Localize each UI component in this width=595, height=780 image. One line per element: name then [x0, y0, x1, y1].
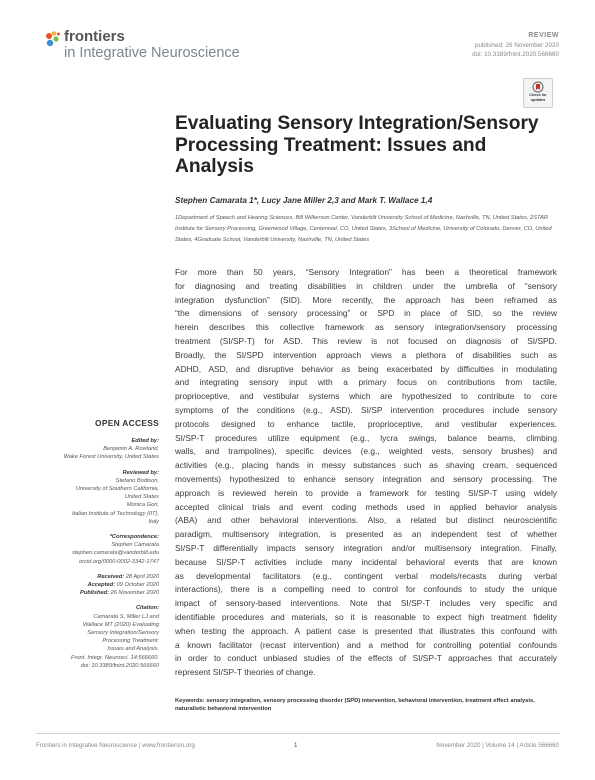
footer-divider [36, 733, 560, 734]
keywords [175, 697, 561, 714]
bookmark-refresh-icon [532, 81, 544, 93]
abstract-line: SI/SP-T procedures utilize equipment (e.g., lycra swings, balance beams, climbing [175, 432, 557, 443]
abstract-line: represent SI/SP-T theories of change. [175, 667, 316, 678]
abstract-line: for diagnosing and treating disabilities in children under the umbrella of “sensory [175, 280, 557, 291]
doi[interactable]: doi: 10.3389/fnint.2020.566660 [472, 51, 559, 58]
reviewed-by-label: Reviewed by: [122, 469, 159, 476]
reviewer-line: University of Southern California, [75, 486, 159, 493]
abstract-line: (ABA) and other behavioral interventions. Also, a related but distinct neuroscientific [175, 515, 557, 526]
abstract-line: ADHD, ASD, and disruptive behavior as being exacerbated by difficulties in modulating [175, 363, 557, 374]
journal-name-top: frontiers [64, 28, 125, 45]
abstract-line: identifiable procedures and materials, so it is reasonable to expect high treatment fidelity [175, 611, 557, 622]
article-sidebar [40, 418, 159, 677]
check-for-updates-label: Check for updates [529, 93, 547, 102]
article-title: Evaluating Sensory Integration/Sensory Processing Treatment: Issues and Analysis [175, 113, 539, 177]
abstract-line: activities (e.g., placing hands in messy substances such as shaving cream, sequenced [175, 460, 557, 471]
edited-by-label: Edited by: [131, 438, 159, 444]
page-number: 1 [294, 742, 298, 749]
reviewer-line: Stefano Bodison, [115, 477, 159, 484]
reviewer-line: Monica Gori, [126, 502, 159, 509]
abstract-line: walls, and trampolines), specific devices (e.g., weighted vests, sensory brushes) and [175, 446, 557, 457]
abstract-line: For more than 50 years, “Sensory Integration” has been a theoretical framework [175, 267, 557, 277]
abstract-line: and integrating sensory input with a primary focus on contributions from tactile, [175, 377, 557, 388]
abstract-line: symptoms of the conditions (e.g., ASD). SI/SP intervention procedures include sensory [175, 404, 557, 415]
citation-block [40, 604, 159, 670]
abstract-line: SI/SP-T differentially impacts sensory integration and/or multisensory integration. Finally, [175, 542, 557, 553]
correspondence-name: Stephen Camarata [111, 542, 159, 549]
correspondence-email[interactable]: stephen.camarata@vanderbilt.edu [71, 550, 159, 557]
footer-issue: November 2020 | Volume 14 | Article 566660 [436, 742, 559, 749]
abstract-line: a known facilitator (recast intervention) and a method for controlling potential confounds [175, 639, 557, 650]
keywords-label: Keywords: [175, 698, 205, 704]
abstract-line: herein describes this collective framework as sensory integration/sensory processing [175, 322, 557, 333]
reviewed-by-block [40, 469, 159, 526]
abstract-line: paradigm, multisensory integration, is presented as an independent test of whether [175, 529, 557, 540]
editor-name: Benjamin A. Rowland, [103, 446, 159, 453]
citation-line: Processing Treatment: [102, 638, 159, 645]
article-type: REVIEW [528, 32, 559, 39]
citation-line: Front. Integr. Neurosci. 14:566660. [71, 654, 159, 661]
abstract-line: movements) hypothesized to enhance sensory integration and sensory processing. The [175, 473, 557, 484]
edited-by-block [40, 437, 159, 462]
abstract [175, 266, 557, 680]
reviewer-line: United States [124, 494, 159, 501]
reviewer-line: Italy [148, 518, 159, 525]
abstract-line: accepted clinical trials and event coding methods used in applied behavior analysis [175, 501, 557, 512]
author-list: Stephen Camarata 1*, Lucy Jane Miller 2,3 and Mark T. Wallace 1,4 [175, 196, 433, 205]
keywords-list: sensory integration, sensory processing disorder (SPD) intervention, behavioral intervention, treatment effect analysis, naturalistic behavioral intervention [175, 698, 535, 713]
abstract-line: protocols designed to enhance tactile, proprioceptive, and vestibular experiences. [175, 418, 557, 429]
abstract-line: interactions), there is a compelling need to control for confounds to study the unique [175, 584, 557, 595]
affiliations: 1Department of Speech and Hearing Sciences, Bill Wilkerson Center, Vanderbilt University School of Medicine, Nashville, TN, United States, 2STAR Institute for Sensory Processing, Greenwood Village, Centennial, CO, United States, 3School of Medicine, University of Colorado, Denver, CO, United States, 4Graduate School, Vanderbilt University, Nashville, TN, United States [175, 215, 552, 243]
accepted-date: Accepted: 09 October 2020 [87, 582, 159, 589]
footer-journal[interactable]: Frontiers in Integrative Neuroscience | www.frontiersin.org [36, 742, 195, 749]
editor-affiliation: Wake Forest University, United States [63, 454, 159, 461]
journal-name-bottom: in Integrative Neuroscience [64, 45, 240, 61]
citation-line: Sensory Integration/Sensory [87, 630, 159, 637]
abstract-line: “the dimensions of sensory processing” or SPD in place of SID, so the review [175, 308, 557, 319]
abstract-line: treatment (SI/SP-T) for ASD. This review is not focused on diagnosis of SI/SPD. [175, 335, 557, 346]
citation-doi[interactable]: doi: 10.3389/fnint.2020.566660 [80, 662, 159, 669]
published-date-sidebar: Published: 26 November 2020 [79, 590, 159, 597]
abstract-line: Broadly, the SI/SPD intervention approach views a plethora of disabilities such as [175, 349, 557, 360]
correspondence-block [40, 533, 159, 566]
received-date: Received: 28 April 2020 [97, 573, 159, 580]
correspondence-label: *Correspondence: [109, 534, 159, 541]
abstract-line: in order to conduct unbiased studies of the effects of SI/SP-T approaches that accurately [175, 653, 557, 664]
published-date: published: 26 November 2020 [474, 42, 559, 49]
abstract-line: integration dysfunction” (SID). More recently, the approach has been reframed as [175, 294, 557, 305]
citation-line: Camarata S, Miller LJ and [93, 613, 159, 620]
abstract-line: because SI/SP-T activities include many incidental behavioral events that are known [175, 556, 557, 567]
citation-label: Citation: [135, 605, 159, 612]
citation-line: Wallace MT (2020) Evaluating [82, 621, 159, 628]
open-access-label: OPEN ACCESS [95, 418, 159, 428]
abstract-line: proprioceptive, and vestibular systems which are hypothesized to contribute to core [175, 391, 557, 402]
dates-block [40, 573, 159, 598]
abstract-line: approach is reviewed herein to provide a framework for testing SI/SP-T using widely [175, 487, 557, 498]
abstract-line: when testing the approach. A patient case is presented that illustrates this confound with [175, 625, 557, 636]
correspondence-orcid[interactable]: orcid.org/0000-0002-3342-1747 [79, 558, 159, 565]
reviewer-line: Italian Institute of Technology (IIT), [71, 510, 159, 517]
check-for-updates-badge[interactable] [523, 78, 553, 108]
abstract-line: as developmental facilitators (e.g., contingent verbal models/recasts during verbal [175, 570, 557, 581]
abstract-line: impact of sensory-based interventions. Note that SI/SP-T includes very specific and [175, 598, 557, 609]
frontiers-logo-icon [44, 30, 64, 50]
citation-line: Issues and Analysis. [107, 646, 159, 653]
